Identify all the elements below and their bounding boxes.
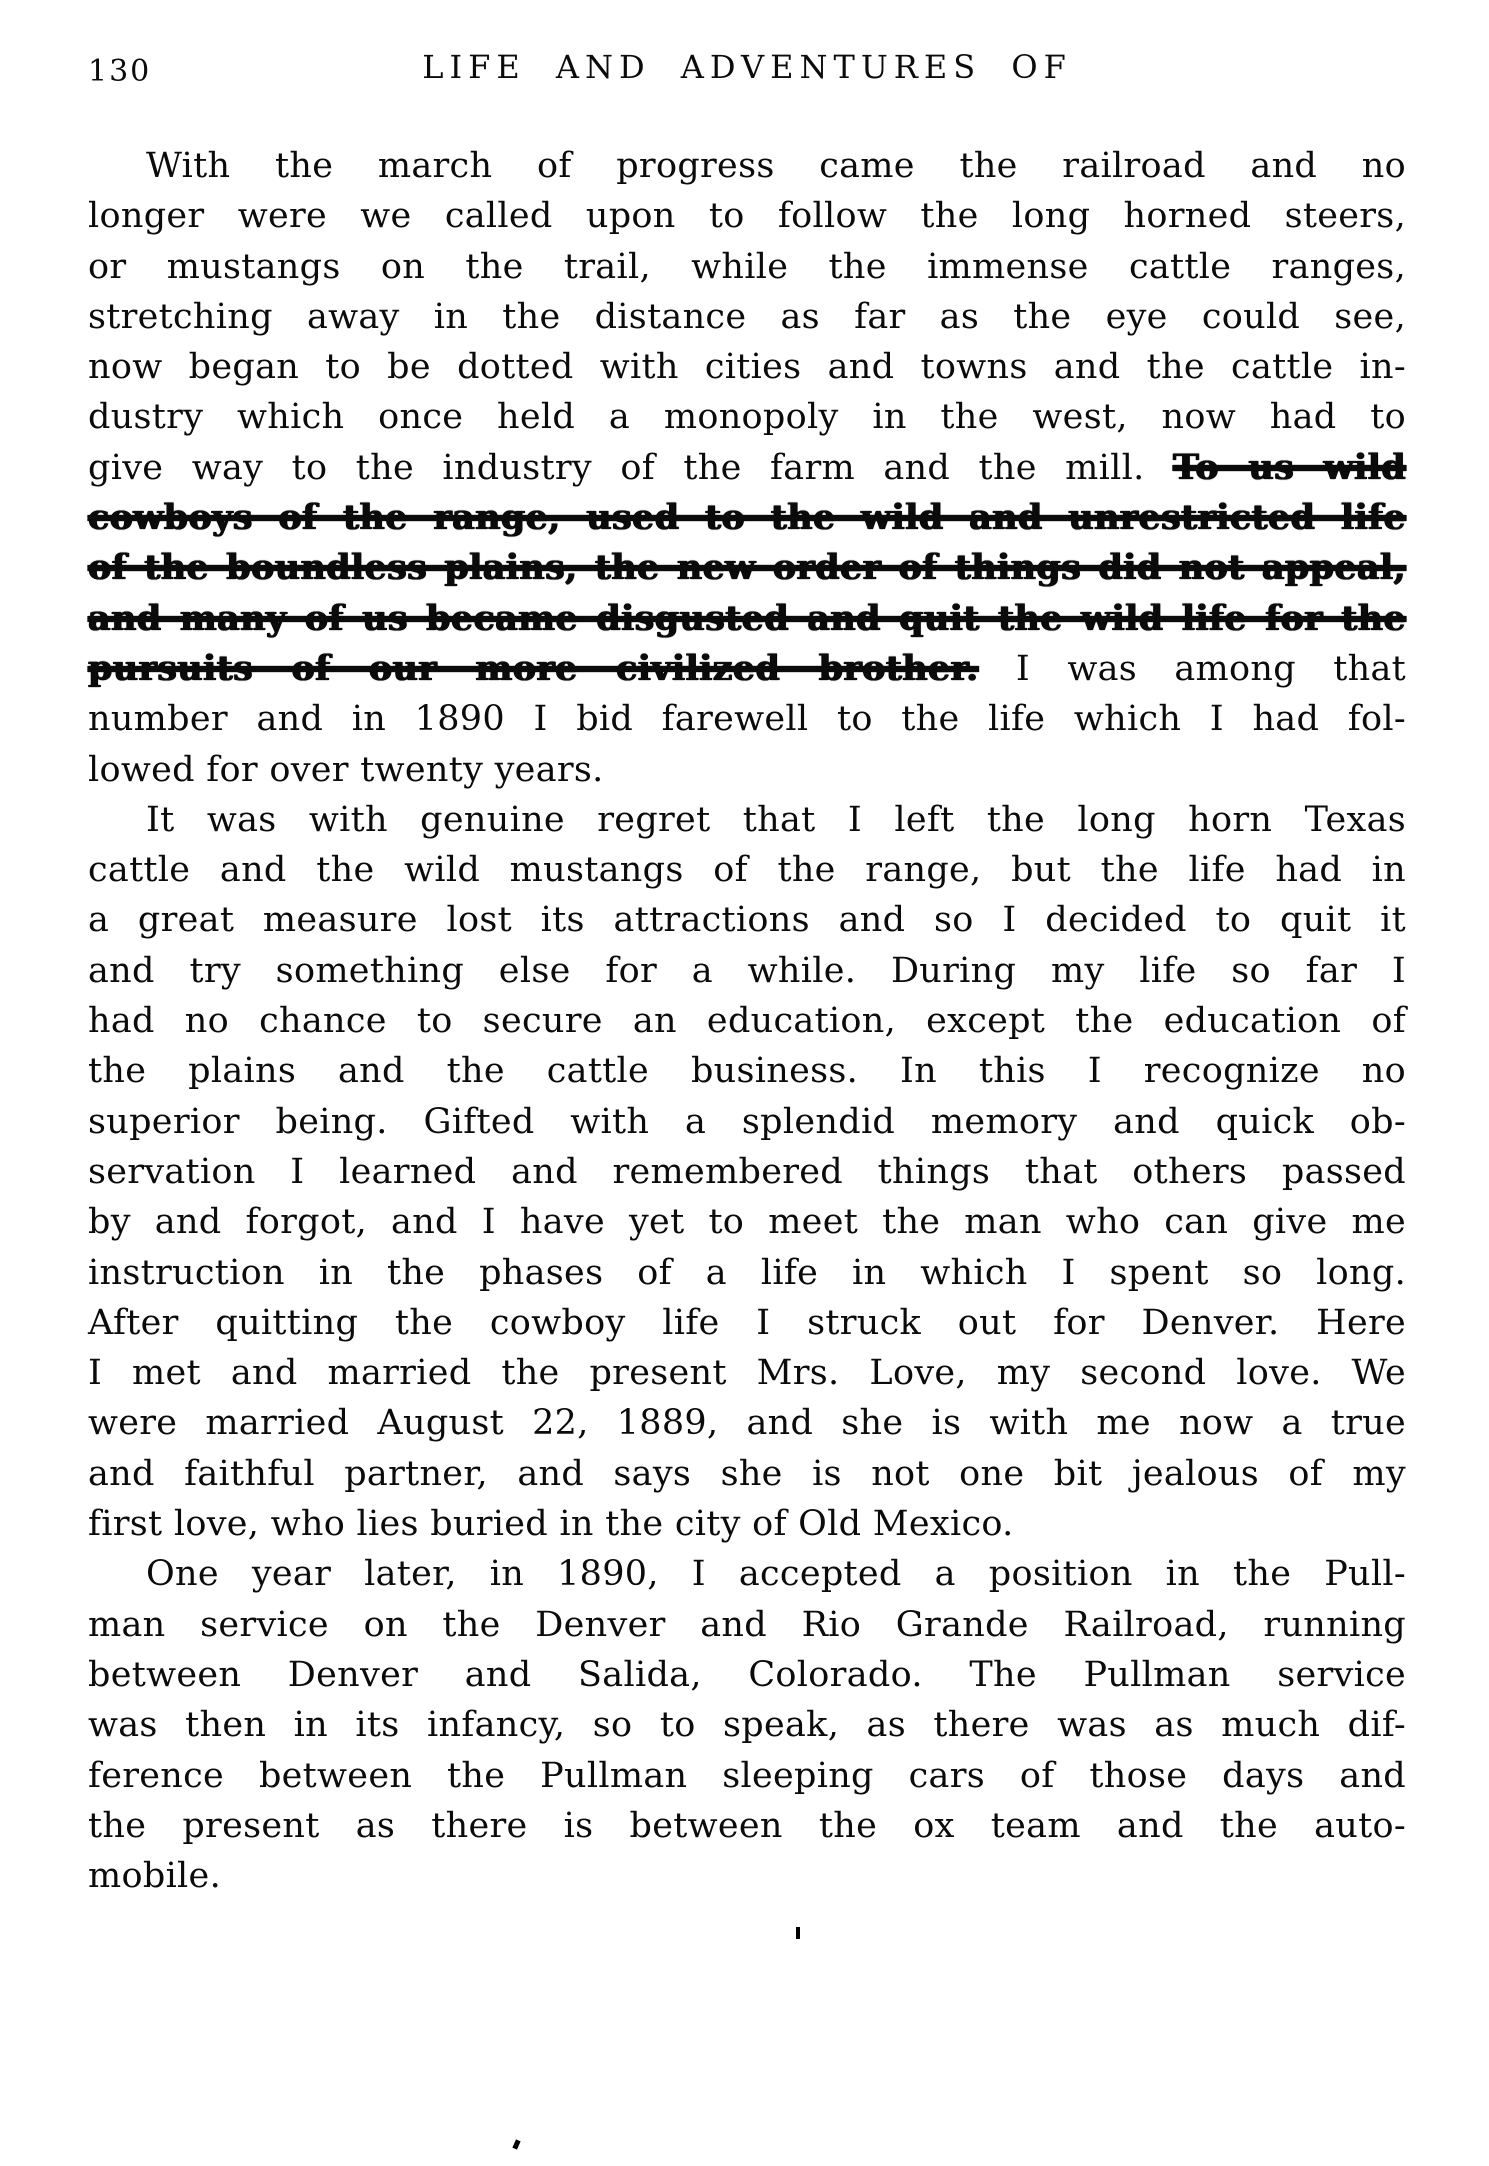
text-line xyxy=(88,1851,1406,1901)
overstruck-text: To us wild xyxy=(1172,446,1406,488)
overstruck-text: pursuits of our more civilized brother. xyxy=(88,647,979,689)
text-line xyxy=(88,1600,1406,1650)
body-text-segment: and try something else for a while. During my life so far I xyxy=(88,950,1406,991)
text-line xyxy=(88,845,1406,895)
body-text-segment: by and forgot, and I have yet to meet the man who can give me xyxy=(88,1202,1406,1243)
text-line xyxy=(88,795,1406,845)
body-text-segment: One year later, in 1890, I accepted a position in the Pull- xyxy=(146,1554,1406,1595)
body-text-segment: were married August 22, 1889, and she is with me now a true xyxy=(88,1403,1406,1444)
text-line xyxy=(88,644,1406,694)
text-line xyxy=(88,895,1406,945)
body-text-segment: lowed for over twenty years. xyxy=(88,749,604,790)
text-line xyxy=(88,1499,1406,1549)
text-line xyxy=(88,443,1406,493)
body-text-segment: now began to be dotted with cities and towns and the cattle in- xyxy=(88,347,1406,388)
body-text-segment: ference between the Pullman sleeping cars of those days and xyxy=(88,1755,1406,1796)
paragraph xyxy=(88,141,1406,795)
body-text-segment: give way to the industry of the farm and the mill. xyxy=(88,447,1173,488)
text-line xyxy=(88,1398,1406,1448)
body-text-segment: I was among that xyxy=(978,648,1406,689)
body-text-segment: mobile. xyxy=(88,1856,221,1897)
running-title: LIFE AND ADVENTURES OF xyxy=(422,48,1072,86)
body-text-segment: With the march of progress came the railroad and no xyxy=(146,146,1406,186)
body-text-segment: It was with genuine regret that I left the long horn Texas xyxy=(146,799,1406,840)
body-text-segment: stretching away in the distance as far as the eye could see, xyxy=(88,296,1406,337)
body-text-segment: between Denver and Salida, Colorado. The Pullman service xyxy=(88,1654,1406,1695)
body-text-segment: instruction in the phases of a life in which I spent so long. xyxy=(88,1252,1406,1293)
paragraph xyxy=(88,1549,1406,1901)
text-line xyxy=(88,292,1406,342)
text-line xyxy=(88,1801,1406,1851)
text-line xyxy=(88,1751,1406,1801)
text-line xyxy=(88,996,1406,1046)
text-line xyxy=(88,594,1406,644)
overstruck-text: of the boundless plains, the new order of things did not appeal, xyxy=(88,547,1406,589)
body-text-segment: the present as there is between the ox team and the auto- xyxy=(88,1805,1406,1846)
text-line xyxy=(88,1097,1406,1147)
body-text-segment: and faithful partner, and says she is not one bit jealous of my xyxy=(88,1453,1406,1494)
body-text-segment: dustry which once held a monopoly in the west, now had to xyxy=(88,397,1406,438)
text-line xyxy=(88,1248,1406,1298)
body-text-segment: servation I learned and remembered things that others passed xyxy=(88,1151,1406,1192)
text-line xyxy=(88,1197,1406,1247)
overstruck-text: cowboys of the range, used to the wild and unrestricted life xyxy=(88,497,1406,539)
body-text-segment: the plains and the cattle business. In this I recognize no xyxy=(88,1051,1406,1092)
text-line xyxy=(88,946,1406,996)
body-text-segment: longer were we called upon to follow the long horned steers, xyxy=(88,196,1406,237)
text-line xyxy=(88,242,1406,292)
scan-speck xyxy=(796,1927,800,1939)
text-line xyxy=(88,141,1406,191)
body-text-segment: After quitting the cowboy life I struck out for Denver. Here xyxy=(88,1302,1406,1343)
body-text-segment: first love, who lies buried in the city of Old Mexico. xyxy=(88,1504,1014,1545)
body-text-segment: cattle and the wild mustangs of the range, but the life had in xyxy=(88,850,1406,891)
text-line xyxy=(88,1348,1406,1398)
text-line xyxy=(88,1449,1406,1499)
scan-speck xyxy=(512,2139,520,2149)
page-header xyxy=(88,48,1406,94)
text-line xyxy=(88,1298,1406,1348)
body-text-segment: was then in its infancy, so to speak, as there was as much dif- xyxy=(88,1705,1406,1746)
text-line xyxy=(88,543,1406,593)
text-line xyxy=(88,342,1406,392)
body-text-segment: or mustangs on the trail, while the immense cattle ranges, xyxy=(88,246,1406,287)
text-line xyxy=(88,1147,1406,1197)
overstruck-text: and many of us became disgusted and quit the wild life for the xyxy=(88,597,1406,639)
body-text-segment: number and in 1890 I bid farewell to the life which I had fol- xyxy=(88,699,1406,740)
text-line xyxy=(88,493,1406,543)
text-line xyxy=(88,1700,1406,1750)
paragraph xyxy=(88,795,1406,1549)
text-line xyxy=(88,191,1406,241)
text-line xyxy=(88,745,1406,795)
body-text-segment: a great measure lost its attractions and so I decided to quit it xyxy=(88,900,1406,941)
text-line xyxy=(88,392,1406,442)
body-text-segment: man service on the Denver and Rio Grande Railroad, running xyxy=(88,1604,1406,1645)
text-line xyxy=(88,1650,1406,1700)
body-text-segment: I met and married the present Mrs. Love, my second love. We xyxy=(88,1353,1406,1394)
page-number: 130 xyxy=(88,54,152,89)
page-body-text xyxy=(88,141,1406,1901)
body-text-segment: had no chance to secure an education, except the education of xyxy=(88,1001,1406,1042)
text-line xyxy=(88,1046,1406,1096)
text-line xyxy=(88,694,1406,744)
body-text-segment: superior being. Gifted with a splendid memory and quick ob- xyxy=(88,1101,1406,1142)
text-line xyxy=(88,1549,1406,1599)
